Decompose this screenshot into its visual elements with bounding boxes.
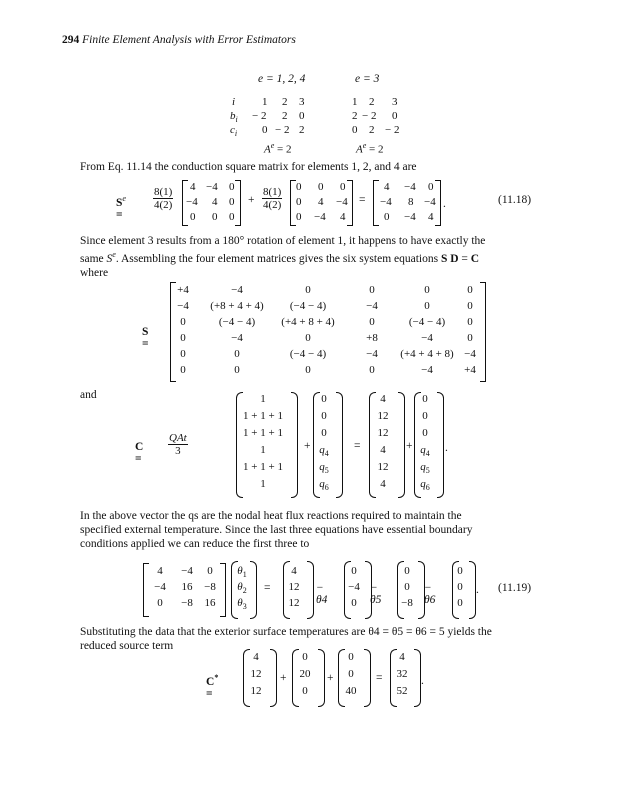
matrix-cell: 4 bbox=[428, 211, 434, 223]
brace-right bbox=[437, 392, 444, 498]
matrix-cell: +4 bbox=[464, 364, 476, 376]
matrix-cell: (+4 + 4 + 8) bbox=[400, 348, 454, 360]
text-run: S bbox=[106, 252, 113, 265]
table-cell: 0 bbox=[392, 110, 398, 122]
table-cell: 1 bbox=[262, 96, 268, 108]
matrix-cell: +4 bbox=[177, 284, 189, 296]
vector-cell: 12 bbox=[250, 668, 262, 680]
vector-cell: 0 bbox=[422, 393, 428, 405]
paragraph-2 bbox=[80, 234, 532, 280]
vector-cell: 0 bbox=[457, 597, 463, 609]
plus-sign: + bbox=[304, 440, 311, 452]
vector-cell: 4 bbox=[291, 565, 297, 577]
text-and: and bbox=[80, 389, 97, 401]
matrix-cell: 0 bbox=[190, 211, 196, 223]
text-line: reduced source term bbox=[80, 640, 174, 652]
matrix-cell: 0 bbox=[234, 348, 240, 360]
plus-sign: + bbox=[280, 672, 287, 684]
table-cell: 3 bbox=[392, 96, 398, 108]
vector-cell: $q_4$ bbox=[319, 444, 329, 459]
matrix-cell: −4 bbox=[181, 565, 193, 577]
table-cell: − 2 bbox=[385, 124, 400, 136]
paragraph-1: From Eq. 11.14 the conduction square matrix for elements 1, 2, and 4 are bbox=[80, 161, 417, 173]
vector-cell: 4 bbox=[253, 651, 259, 663]
matrix-cell: −4 bbox=[366, 348, 378, 360]
table-col1-title: e = 1, 2, 4 bbox=[258, 73, 306, 85]
table-cell: − 2 bbox=[362, 110, 377, 122]
page-number: 294 bbox=[62, 34, 80, 46]
vector-cell: 4 bbox=[380, 478, 386, 490]
brace-right bbox=[291, 392, 298, 498]
vector-cell: 52 bbox=[396, 685, 408, 697]
vector-cell: 0 bbox=[302, 685, 308, 697]
matrix-cell: 0 bbox=[340, 181, 346, 193]
matrix-cell: 0 bbox=[180, 364, 186, 376]
matrix-cell: −4 bbox=[366, 300, 378, 312]
matrix-cell: −4 bbox=[206, 181, 218, 193]
matrix-cell: 0 bbox=[467, 316, 473, 328]
matrix-cell: −4 bbox=[177, 300, 189, 312]
matrix-cell: −4 bbox=[424, 196, 436, 208]
matrix-cell: 0 bbox=[234, 364, 240, 376]
matrix-cell: −4 bbox=[380, 196, 392, 208]
eq3-lhs: C = bbox=[135, 441, 144, 465]
text-run: same bbox=[80, 252, 107, 265]
matrix-cell: −8 bbox=[204, 581, 216, 593]
vector-cell: 0 bbox=[348, 651, 354, 663]
area-label-2: $A^e = 2$ bbox=[356, 141, 384, 156]
matrix-cell: 0 bbox=[180, 332, 186, 344]
vector-cell: $q_4$ bbox=[420, 444, 430, 459]
matrix-cell: 0 bbox=[467, 284, 473, 296]
text-line: Substituting the data that the exterior surface temperatures are θ4 = θ5 = θ6 = 5 yields the bbox=[80, 626, 492, 638]
matrix-cell: 4 bbox=[212, 196, 218, 208]
matrix-cell: 0 bbox=[229, 181, 235, 193]
period: . bbox=[445, 442, 448, 454]
matrix-cell: 8 bbox=[408, 196, 414, 208]
brace-right bbox=[469, 561, 476, 619]
vector-cell: 12 bbox=[288, 581, 300, 593]
vector-cell: 4 bbox=[380, 444, 386, 456]
matrix-cell: 0 bbox=[424, 284, 430, 296]
vector-cell: 0 bbox=[404, 581, 410, 593]
table-cell: 0 bbox=[262, 124, 268, 136]
matrix-cell: 0 bbox=[157, 597, 163, 609]
text-line: In the above vector the qs are the nodal heat flux reactions required to maintain the bbox=[80, 510, 462, 522]
text-line: specified external temperature. Since the last three equations have essential boundary bbox=[80, 524, 473, 536]
vector-cell: $\theta_1$ bbox=[237, 565, 247, 580]
vector-cell: 0 bbox=[302, 651, 308, 663]
matrix-cell: 0 bbox=[180, 316, 186, 328]
equals-sign: = bbox=[354, 440, 361, 452]
matrix-cell: 4 bbox=[340, 211, 346, 223]
eq3-frac: QAt 3 bbox=[169, 432, 187, 457]
matrix-cell: −4 bbox=[314, 211, 326, 223]
matrix-cell: 0 bbox=[305, 364, 311, 376]
text-line: conditions applied we can reduce the first three to bbox=[80, 538, 310, 550]
vector-cell: $q_6$ bbox=[420, 478, 430, 493]
vector-cell: 1 bbox=[260, 393, 266, 405]
theta5-coef: − θ5 bbox=[370, 582, 382, 606]
eq1-frac1: $\frac{8(1)}{4(2)}$ bbox=[154, 186, 173, 211]
matrix-cell: −4 bbox=[231, 332, 243, 344]
equals-sign: = bbox=[264, 582, 271, 594]
table-cell: 0 bbox=[352, 124, 358, 136]
matrix-cell: +8 bbox=[366, 332, 378, 344]
table-cell: − 2 bbox=[252, 110, 267, 122]
matrix-cell: 0 bbox=[384, 211, 390, 223]
matrix-cell: 0 bbox=[428, 181, 434, 193]
table-cell: 2 bbox=[299, 124, 305, 136]
area-label-1: $A^e = 2$ bbox=[264, 141, 292, 156]
text-run: Since element 3 results from a 180° rotation of element 1, it happens to have exactly the bbox=[80, 235, 486, 247]
running-header bbox=[62, 34, 296, 46]
matrix-cell: 4 bbox=[384, 181, 390, 193]
matrix-cell: 0 bbox=[424, 300, 430, 312]
matrix-cell: 0 bbox=[212, 211, 218, 223]
vector-cell: 4 bbox=[399, 651, 405, 663]
theta6-coef: − θ6 bbox=[424, 582, 436, 606]
brace-right bbox=[318, 649, 325, 707]
vector-cell: 1 + 1 + 1 bbox=[243, 427, 283, 439]
vector-cell: 0 bbox=[351, 597, 357, 609]
vector-cell: 0 bbox=[457, 565, 463, 577]
matrix-cell: 0 bbox=[180, 348, 186, 360]
paragraph-3 bbox=[80, 509, 532, 551]
vector-cell: 0 bbox=[348, 668, 354, 680]
bracket-right bbox=[435, 180, 441, 226]
bracket-right bbox=[480, 282, 486, 382]
vector-cell: 12 bbox=[377, 427, 389, 439]
matrix-cell: −4 bbox=[231, 284, 243, 296]
row-label-c: $c_i$ bbox=[230, 124, 238, 139]
vector-cell: 0 bbox=[457, 581, 463, 593]
vector-cell: 1 bbox=[260, 478, 266, 490]
brace-right bbox=[336, 392, 343, 498]
vector-cell: 40 bbox=[345, 685, 357, 697]
vector-cell: 12 bbox=[250, 685, 262, 697]
brace-right bbox=[364, 649, 371, 707]
matrix-cell: −4 bbox=[154, 581, 166, 593]
matrix-cell: 0 bbox=[229, 211, 235, 223]
brace-right bbox=[307, 561, 314, 619]
plus-sign: + bbox=[248, 194, 255, 206]
table-col2-title: e = 3 bbox=[355, 73, 380, 85]
bracket-right bbox=[347, 180, 353, 226]
bracket-left bbox=[373, 180, 379, 226]
eq2-lhs: S = bbox=[142, 326, 149, 350]
vector-cell: $q_6$ bbox=[319, 478, 329, 493]
matrix-cell: 4 bbox=[318, 196, 324, 208]
matrix-cell: 0 bbox=[296, 196, 302, 208]
matrix-cell: 16 bbox=[204, 597, 216, 609]
matrix-cell: −4 bbox=[186, 196, 198, 208]
matrix-cell: −4 bbox=[404, 211, 416, 223]
brace-right bbox=[414, 649, 421, 707]
row-label-i: i bbox=[232, 96, 236, 108]
theta4-coef: − θ4 bbox=[316, 582, 328, 606]
vector-cell: $\theta_3$ bbox=[237, 597, 247, 612]
matrix-cell: −4 bbox=[404, 181, 416, 193]
plus-sign: + bbox=[406, 440, 413, 452]
vector-cell: 12 bbox=[288, 597, 300, 609]
text-run: = bbox=[458, 252, 471, 265]
vector-cell: 32 bbox=[396, 668, 408, 680]
vector-cell: 0 bbox=[404, 565, 410, 577]
vector-cell: 1 bbox=[260, 444, 266, 456]
matrix-cell: 0 bbox=[467, 300, 473, 312]
period: . bbox=[476, 584, 479, 596]
vector-cell: 0 bbox=[321, 410, 327, 422]
matrix-cell: 0 bbox=[296, 181, 302, 193]
period: . bbox=[421, 675, 424, 687]
matrix-cell: −4 bbox=[336, 196, 348, 208]
table-cell: 1 bbox=[352, 96, 358, 108]
equals-sign: = bbox=[359, 194, 366, 206]
matrix-cell: 0 bbox=[305, 284, 311, 296]
matrix-cell: 16 bbox=[181, 581, 193, 593]
equals-sign: = bbox=[376, 672, 383, 684]
matrix-cell: 0 bbox=[369, 364, 375, 376]
matrix-cell: (+8 + 4 + 4) bbox=[210, 300, 264, 312]
eq5-lhs: C* = bbox=[206, 673, 219, 700]
matrix-cell: 0 bbox=[369, 316, 375, 328]
vector-cell: $q_5$ bbox=[420, 461, 430, 476]
table-cell: 2 bbox=[352, 110, 358, 122]
vector-cell: 0 bbox=[321, 427, 327, 439]
table-cell: 2 bbox=[282, 96, 288, 108]
text-run: where bbox=[80, 266, 109, 279]
equation-label: (11.18) bbox=[498, 194, 532, 206]
table-cell: 3 bbox=[299, 96, 305, 108]
equation-label: (11.19) bbox=[498, 582, 532, 594]
text-run: . Assembling the four element matrices gives the six system equations bbox=[115, 252, 441, 265]
vector-cell: 0 bbox=[351, 565, 357, 577]
matrix-cell: −8 bbox=[181, 597, 193, 609]
table-cell: − 2 bbox=[275, 124, 290, 136]
matrix-cell: (+4 + 8 + 4) bbox=[281, 316, 335, 328]
vector-cell: 20 bbox=[299, 668, 311, 680]
matrix-cell: 0 bbox=[467, 332, 473, 344]
matrix-cell: (−4 − 4) bbox=[408, 316, 446, 328]
vector-cell: $q_5$ bbox=[319, 461, 329, 476]
matrix-cell: 0 bbox=[296, 211, 302, 223]
matrix-cell: 4 bbox=[190, 181, 196, 193]
vector-cell: −8 bbox=[401, 597, 413, 609]
text-run: S D bbox=[440, 252, 459, 265]
matrix-cell: 0 bbox=[229, 196, 235, 208]
matrix-cell: −4 bbox=[421, 364, 433, 376]
matrix-cell: −4 bbox=[464, 348, 476, 360]
vector-cell: 0 bbox=[422, 410, 428, 422]
text-run: C bbox=[470, 252, 480, 265]
vector-cell: 4 bbox=[380, 393, 386, 405]
table-cell: 0 bbox=[299, 110, 305, 122]
running-title: Finite Element Analysis with Error Estimators bbox=[82, 34, 296, 46]
bracket-right bbox=[235, 180, 241, 226]
vector-cell: 1 + 1 + 1 bbox=[243, 461, 283, 473]
matrix-cell: (−4 − 4) bbox=[218, 316, 256, 328]
vector-cell: 12 bbox=[377, 461, 389, 473]
bracket-right bbox=[220, 563, 226, 617]
row-label-b: $b_i$ bbox=[230, 110, 238, 125]
matrix-cell: 4 bbox=[157, 565, 163, 577]
period: . bbox=[443, 198, 446, 210]
vector-cell: −4 bbox=[348, 581, 360, 593]
vector-cell: 0 bbox=[321, 393, 327, 405]
text-run: e bbox=[112, 250, 116, 259]
matrix-cell: (−4 − 4) bbox=[289, 300, 327, 312]
brace-right bbox=[398, 392, 405, 498]
eq1-lhs: $S^e$ = bbox=[116, 194, 126, 221]
vector-cell: 0 bbox=[422, 427, 428, 439]
table-cell: 2 bbox=[282, 110, 288, 122]
matrix-cell: (−4 − 4) bbox=[289, 348, 327, 360]
matrix-cell: 0 bbox=[369, 284, 375, 296]
matrix-cell: 0 bbox=[305, 332, 311, 344]
paragraph-4 bbox=[80, 625, 532, 653]
table-cell: 2 bbox=[369, 96, 375, 108]
brace-right bbox=[270, 649, 277, 707]
brace-right bbox=[250, 561, 257, 619]
matrix-cell: 0 bbox=[318, 181, 324, 193]
matrix-cell: 0 bbox=[207, 565, 213, 577]
matrix-cell: −4 bbox=[421, 332, 433, 344]
vector-cell: 12 bbox=[377, 410, 389, 422]
vector-cell: $\theta_2$ bbox=[237, 581, 247, 596]
plus-sign: + bbox=[327, 672, 334, 684]
vector-cell: 1 + 1 + 1 bbox=[243, 410, 283, 422]
table-cell: 2 bbox=[369, 124, 375, 136]
eq1-frac2: $\frac{8(1)}{4(2)}$ bbox=[263, 186, 282, 211]
